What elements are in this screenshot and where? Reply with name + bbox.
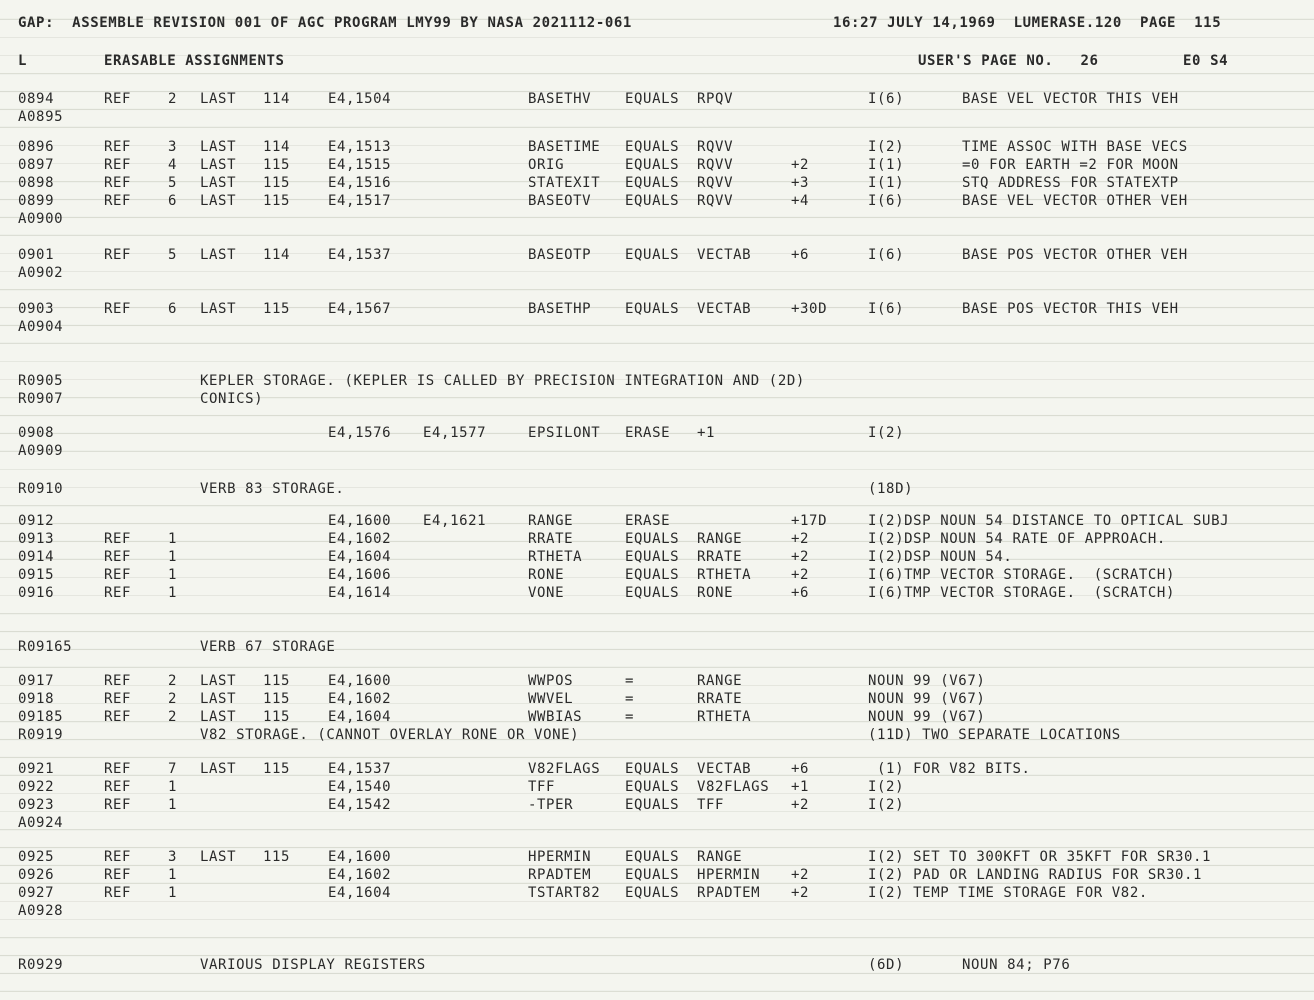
- row-line: 0921: [18, 761, 55, 777]
- row-label: WWPOS: [528, 673, 574, 689]
- row-lnum: 115: [263, 175, 291, 191]
- row-ref: REF: [104, 175, 132, 191]
- listing-row: [0, 884, 1314, 902]
- row-mod: +6: [791, 585, 810, 601]
- row-addr1: E4,1516: [328, 175, 392, 191]
- listing-row: [0, 530, 1314, 548]
- row-label: BASEOTV: [528, 193, 592, 209]
- row-line: R0929: [18, 957, 64, 973]
- row-addr1: E4,1600: [328, 513, 392, 529]
- row-comment: BASE VEL VECTOR THIS VEH: [962, 91, 1179, 107]
- row-addr1: E4,1604: [328, 885, 392, 901]
- row-operand: VECTAB: [697, 301, 752, 317]
- row-line: R09165: [18, 639, 73, 655]
- row-line: 0917: [18, 673, 55, 689]
- row-operand: RRATE: [697, 691, 743, 707]
- row-last: LAST: [200, 157, 237, 173]
- row-op: EQUALS: [625, 779, 680, 795]
- row-addr1: E4,1606: [328, 567, 392, 583]
- row-size: I(2)DSP NOUN 54 RATE OF APPROACH.: [868, 531, 1166, 547]
- row-addr1: E4,1600: [328, 849, 392, 865]
- row-line: A0902: [18, 265, 64, 281]
- row-label: WWBIAS: [528, 709, 583, 725]
- row-line: R0907: [18, 391, 64, 407]
- row-lnum: 115: [263, 691, 291, 707]
- row-op: EQUALS: [625, 91, 680, 107]
- row-op: ERASE: [625, 425, 671, 441]
- row-operand: RQVV: [697, 193, 734, 209]
- row-addr1: E4,1602: [328, 867, 392, 883]
- row-size: (1) FOR V82 BITS.: [868, 761, 1031, 777]
- row-n: 1: [168, 867, 178, 883]
- row-mod: +2: [791, 885, 810, 901]
- row-label: TSTART82: [528, 885, 601, 901]
- row-line: 0894: [18, 91, 55, 107]
- row-size: I(2) TEMP TIME STORAGE FOR V82.: [868, 885, 1148, 901]
- row-line: A0904: [18, 319, 64, 335]
- row-operand: RONE: [697, 585, 734, 601]
- row-line: 0898: [18, 175, 55, 191]
- row-ref: REF: [104, 247, 132, 263]
- row-size: I(2)DSP NOUN 54.: [868, 549, 1013, 565]
- row-lnum: 114: [263, 139, 291, 155]
- row-ref: REF: [104, 301, 132, 317]
- listing-row: [0, 584, 1314, 602]
- row-label: V82FLAGS: [528, 761, 601, 777]
- listing-row: [0, 192, 1314, 210]
- listing-row: [0, 548, 1314, 566]
- listing-row: [0, 210, 1314, 228]
- row-text: KEPLER STORAGE. (KEPLER IS CALLED BY PRECISION INTEGRATION AND (2D): [200, 373, 805, 389]
- row-last: LAST: [200, 91, 237, 107]
- row-line: 0916: [18, 585, 55, 601]
- row-size: I(6): [868, 301, 905, 317]
- row-line: R0905: [18, 373, 64, 389]
- listing-row: [0, 90, 1314, 108]
- row-n: 4: [168, 157, 178, 173]
- listing-row: [0, 672, 1314, 690]
- row-mod: +17D: [791, 513, 828, 529]
- row-text: CONICS): [200, 391, 264, 407]
- row-op: EQUALS: [625, 761, 680, 777]
- row-addr1: E4,1517: [328, 193, 392, 209]
- listing-row: [0, 138, 1314, 156]
- row-op: EQUALS: [625, 567, 680, 583]
- row-label: STATEXIT: [528, 175, 601, 191]
- listing-row: [0, 796, 1314, 814]
- row-lnum: 115: [263, 157, 291, 173]
- header-listing-type: L: [18, 53, 28, 69]
- listing-row: [0, 318, 1314, 336]
- row-n: 2: [168, 691, 178, 707]
- row-line: 0923: [18, 797, 55, 813]
- listing-row: [0, 760, 1314, 778]
- row-op: EQUALS: [625, 585, 680, 601]
- row-size: I(2)DSP NOUN 54 DISTANCE TO OPTICAL SUBJ: [868, 513, 1230, 529]
- listing-row: [0, 424, 1314, 442]
- listing-row: [0, 264, 1314, 282]
- row-ref: REF: [104, 193, 132, 209]
- row-addr1: E4,1567: [328, 301, 392, 317]
- row-mod: +30D: [791, 301, 828, 317]
- row-operand: RPADTEM: [697, 885, 761, 901]
- row-lnum: 114: [263, 91, 291, 107]
- row-n: 1: [168, 797, 178, 813]
- row-mod: +6: [791, 247, 810, 263]
- listing-row: [0, 108, 1314, 126]
- row-lnum: 115: [263, 709, 291, 725]
- row-last: LAST: [200, 193, 237, 209]
- row-last: LAST: [200, 849, 237, 865]
- row-size: I(2) SET TO 300KFT OR 35KFT FOR SR30.1: [868, 849, 1212, 865]
- row-ref: REF: [104, 779, 132, 795]
- row-line: 0901: [18, 247, 55, 263]
- row-line: 0903: [18, 301, 55, 317]
- row-size: I(6): [868, 247, 905, 263]
- listing-row: [0, 778, 1314, 796]
- row-size: I(2): [868, 797, 905, 813]
- row-comment: BASE POS VECTOR THIS VEH: [962, 301, 1179, 317]
- row-operand: +1: [697, 425, 716, 441]
- row-size: (11D) TWO SEPARATE LOCATIONS: [868, 727, 1121, 743]
- row-line: A0909: [18, 443, 64, 459]
- row-line: A0895: [18, 109, 64, 125]
- row-line: 0913: [18, 531, 55, 547]
- row-ref: REF: [104, 157, 132, 173]
- row-line: 0899: [18, 193, 55, 209]
- row-comment: NOUN 84; P76: [962, 957, 1071, 973]
- row-line: A0900: [18, 211, 64, 227]
- row-last: LAST: [200, 709, 237, 725]
- row-op: =: [625, 709, 635, 725]
- row-addr1: E4,1515: [328, 157, 392, 173]
- row-addr1: E4,1513: [328, 139, 392, 155]
- row-ref: REF: [104, 139, 132, 155]
- listing-row: [0, 300, 1314, 318]
- row-op: EQUALS: [625, 175, 680, 191]
- row-last: LAST: [200, 691, 237, 707]
- row-n: 2: [168, 91, 178, 107]
- row-label: RONE: [528, 567, 565, 583]
- row-mod: +2: [791, 867, 810, 883]
- row-n: 6: [168, 193, 178, 209]
- row-label: BASETIME: [528, 139, 601, 155]
- row-operand: RANGE: [697, 531, 743, 547]
- row-op: EQUALS: [625, 139, 680, 155]
- row-mod: +2: [791, 549, 810, 565]
- row-size: I(2) PAD OR LANDING RADIUS FOR SR30.1: [868, 867, 1203, 883]
- listing-row: [0, 902, 1314, 920]
- row-size: I(2): [868, 425, 905, 441]
- row-mod: +6: [791, 761, 810, 777]
- row-ref: REF: [104, 567, 132, 583]
- listing-row: [0, 690, 1314, 708]
- row-last: LAST: [200, 247, 237, 263]
- row-size: I(2): [868, 779, 905, 795]
- row-n: 1: [168, 567, 178, 583]
- row-line: 09185: [18, 709, 64, 725]
- row-last: LAST: [200, 175, 237, 191]
- listing-row: [0, 814, 1314, 832]
- row-last: LAST: [200, 673, 237, 689]
- row-n: 2: [168, 673, 178, 689]
- row-line: R0919: [18, 727, 64, 743]
- listing-row: [0, 726, 1314, 744]
- row-operand: RANGE: [697, 673, 743, 689]
- listing-row: [0, 566, 1314, 584]
- row-n: 1: [168, 531, 178, 547]
- row-line: A0928: [18, 903, 64, 919]
- row-op: =: [625, 673, 635, 689]
- row-n: 2: [168, 709, 178, 725]
- row-operand: V82FLAGS: [697, 779, 770, 795]
- row-ref: REF: [104, 761, 132, 777]
- listing-row: [0, 246, 1314, 264]
- row-n: 3: [168, 139, 178, 155]
- header-date-page: 16:27 JULY 14,1969 LUMERASE.120 PAGE 115: [833, 15, 1222, 31]
- row-line: 0915: [18, 567, 55, 583]
- row-addr1: E4,1540: [328, 779, 392, 795]
- row-addr1: E4,1614: [328, 585, 392, 601]
- row-text: VERB 67 STORAGE: [200, 639, 336, 655]
- row-mod: +1: [791, 779, 810, 795]
- row-n: 1: [168, 885, 178, 901]
- row-label: BASETHV: [528, 91, 592, 107]
- row-op: EQUALS: [625, 867, 680, 883]
- listing-row: [0, 848, 1314, 866]
- header-assembly-info: GAP: ASSEMBLE REVISION 001 OF AGC PROGRAM LMY99 BY NASA 2021112-061: [18, 15, 632, 31]
- row-mod: +2: [791, 797, 810, 813]
- header-section-title: ERASABLE ASSIGNMENTS: [104, 53, 285, 69]
- row-line: R0910: [18, 481, 64, 497]
- row-ref: REF: [104, 797, 132, 813]
- listing-row: [0, 708, 1314, 726]
- row-size: (6D): [868, 957, 905, 973]
- row-line: 0914: [18, 549, 55, 565]
- row-label: RRATE: [528, 531, 574, 547]
- row-line: 0912: [18, 513, 55, 529]
- row-lnum: 115: [263, 673, 291, 689]
- row-operand: RQVV: [697, 157, 734, 173]
- row-ref: REF: [104, 91, 132, 107]
- row-operand: RTHETA: [697, 709, 752, 725]
- row-last: LAST: [200, 301, 237, 317]
- listing-row: [0, 866, 1314, 884]
- row-operand: RTHETA: [697, 567, 752, 583]
- row-size: I(2): [868, 139, 905, 155]
- row-label: RANGE: [528, 513, 574, 529]
- row-comment: BASE VEL VECTOR OTHER VEH: [962, 193, 1188, 209]
- row-text: VARIOUS DISPLAY REGISTERS: [200, 957, 426, 973]
- row-op: EQUALS: [625, 301, 680, 317]
- row-label: WWVEL: [528, 691, 574, 707]
- row-n: 5: [168, 247, 178, 263]
- row-ref: REF: [104, 691, 132, 707]
- row-lnum: 115: [263, 761, 291, 777]
- listing-row: [0, 372, 1314, 390]
- row-size: I(1): [868, 157, 905, 173]
- row-addr1: E4,1537: [328, 761, 392, 777]
- row-addr2: E4,1621: [423, 513, 487, 529]
- row-ref: REF: [104, 549, 132, 565]
- row-size: I(6)TMP VECTOR STORAGE. (SCRATCH): [868, 585, 1175, 601]
- row-line: 0926: [18, 867, 55, 883]
- row-label: RPADTEM: [528, 867, 592, 883]
- row-label: BASETHP: [528, 301, 592, 317]
- listing-row: [0, 638, 1314, 656]
- row-size: I(6): [868, 91, 905, 107]
- row-op: ERASE: [625, 513, 671, 529]
- row-operand: VECTAB: [697, 247, 752, 263]
- row-comment: =0 FOR EARTH =2 FOR MOON: [962, 157, 1179, 173]
- row-size: I(1): [868, 175, 905, 191]
- row-ref: REF: [104, 885, 132, 901]
- row-ref: REF: [104, 867, 132, 883]
- row-line: 0925: [18, 849, 55, 865]
- row-ref: REF: [104, 709, 132, 725]
- listing-row: [0, 480, 1314, 498]
- row-comment: BASE POS VECTOR OTHER VEH: [962, 247, 1188, 263]
- row-size: I(6): [868, 193, 905, 209]
- row-label: -TPER: [528, 797, 574, 813]
- row-comment: TIME ASSOC WITH BASE VECS: [962, 139, 1188, 155]
- row-op: =: [625, 691, 635, 707]
- header-user-page: USER'S PAGE NO. 26: [918, 53, 1099, 69]
- row-n: 5: [168, 175, 178, 191]
- row-addr2: E4,1577: [423, 425, 487, 441]
- row-label: HPERMIN: [528, 849, 592, 865]
- row-addr1: E4,1542: [328, 797, 392, 813]
- row-size: NOUN 99 (V67): [868, 709, 986, 725]
- row-addr1: E4,1602: [328, 691, 392, 707]
- row-n: 3: [168, 849, 178, 865]
- header-line-1: [0, 14, 1314, 32]
- row-label: VONE: [528, 585, 565, 601]
- row-size: NOUN 99 (V67): [868, 691, 986, 707]
- row-label: TFF: [528, 779, 556, 795]
- row-mod: +2: [791, 157, 810, 173]
- row-n: 1: [168, 585, 178, 601]
- row-lnum: 115: [263, 193, 291, 209]
- row-size: I(6)TMP VECTOR STORAGE. (SCRATCH): [868, 567, 1175, 583]
- row-op: EQUALS: [625, 849, 680, 865]
- row-comment: STQ ADDRESS FOR STATEXTP: [962, 175, 1179, 191]
- row-operand: RQVV: [697, 139, 734, 155]
- row-lnum: 115: [263, 301, 291, 317]
- row-operand: RRATE: [697, 549, 743, 565]
- header-e0-s4: E0 S4: [1183, 53, 1229, 69]
- row-addr1: E4,1537: [328, 247, 392, 263]
- row-label: RTHETA: [528, 549, 583, 565]
- row-last: LAST: [200, 139, 237, 155]
- row-line: 0897: [18, 157, 55, 173]
- row-op: EQUALS: [625, 193, 680, 209]
- row-label: ORIG: [528, 157, 565, 173]
- row-mod: +3: [791, 175, 810, 191]
- row-line: 0908: [18, 425, 55, 441]
- row-ref: REF: [104, 585, 132, 601]
- row-operand: TFF: [697, 797, 725, 813]
- listing-row: [0, 442, 1314, 460]
- row-size: (18D): [868, 481, 914, 497]
- row-op: EQUALS: [625, 885, 680, 901]
- row-last: LAST: [200, 761, 237, 777]
- row-size: NOUN 99 (V67): [868, 673, 986, 689]
- row-op: EQUALS: [625, 531, 680, 547]
- row-text: VERB 83 STORAGE.: [200, 481, 345, 497]
- row-line: 0918: [18, 691, 55, 707]
- row-text: V82 STORAGE. (CANNOT OVERLAY RONE OR VONE): [200, 727, 580, 743]
- row-ref: REF: [104, 849, 132, 865]
- listing-row: [0, 390, 1314, 408]
- listing-row: [0, 956, 1314, 974]
- listing-row: [0, 512, 1314, 530]
- row-op: EQUALS: [625, 157, 680, 173]
- row-op: EQUALS: [625, 797, 680, 813]
- row-addr1: E4,1602: [328, 531, 392, 547]
- row-label: BASEOTP: [528, 247, 592, 263]
- row-mod: +2: [791, 531, 810, 547]
- row-n: 1: [168, 779, 178, 795]
- row-mod: +4: [791, 193, 810, 209]
- row-line: 0896: [18, 139, 55, 155]
- row-op: EQUALS: [625, 549, 680, 565]
- row-addr1: E4,1604: [328, 549, 392, 565]
- listing-row: [0, 174, 1314, 192]
- row-operand: RQVV: [697, 175, 734, 191]
- row-operand: VECTAB: [697, 761, 752, 777]
- row-ref: REF: [104, 531, 132, 547]
- row-n: 6: [168, 301, 178, 317]
- row-lnum: 115: [263, 849, 291, 865]
- row-line: 0927: [18, 885, 55, 901]
- row-addr1: E4,1504: [328, 91, 392, 107]
- row-operand: RPQV: [697, 91, 734, 107]
- row-operand: HPERMIN: [697, 867, 761, 883]
- listing-row: [0, 156, 1314, 174]
- row-addr1: E4,1576: [328, 425, 392, 441]
- row-line: A0924: [18, 815, 64, 831]
- row-n: 7: [168, 761, 178, 777]
- row-label: EPSILONT: [528, 425, 601, 441]
- row-n: 1: [168, 549, 178, 565]
- row-mod: +2: [791, 567, 810, 583]
- row-operand: RANGE: [697, 849, 743, 865]
- row-op: EQUALS: [625, 247, 680, 263]
- row-line: 0922: [18, 779, 55, 795]
- row-addr1: E4,1600: [328, 673, 392, 689]
- row-lnum: 114: [263, 247, 291, 263]
- row-addr1: E4,1604: [328, 709, 392, 725]
- row-ref: REF: [104, 673, 132, 689]
- header-line-2: [0, 52, 1314, 70]
